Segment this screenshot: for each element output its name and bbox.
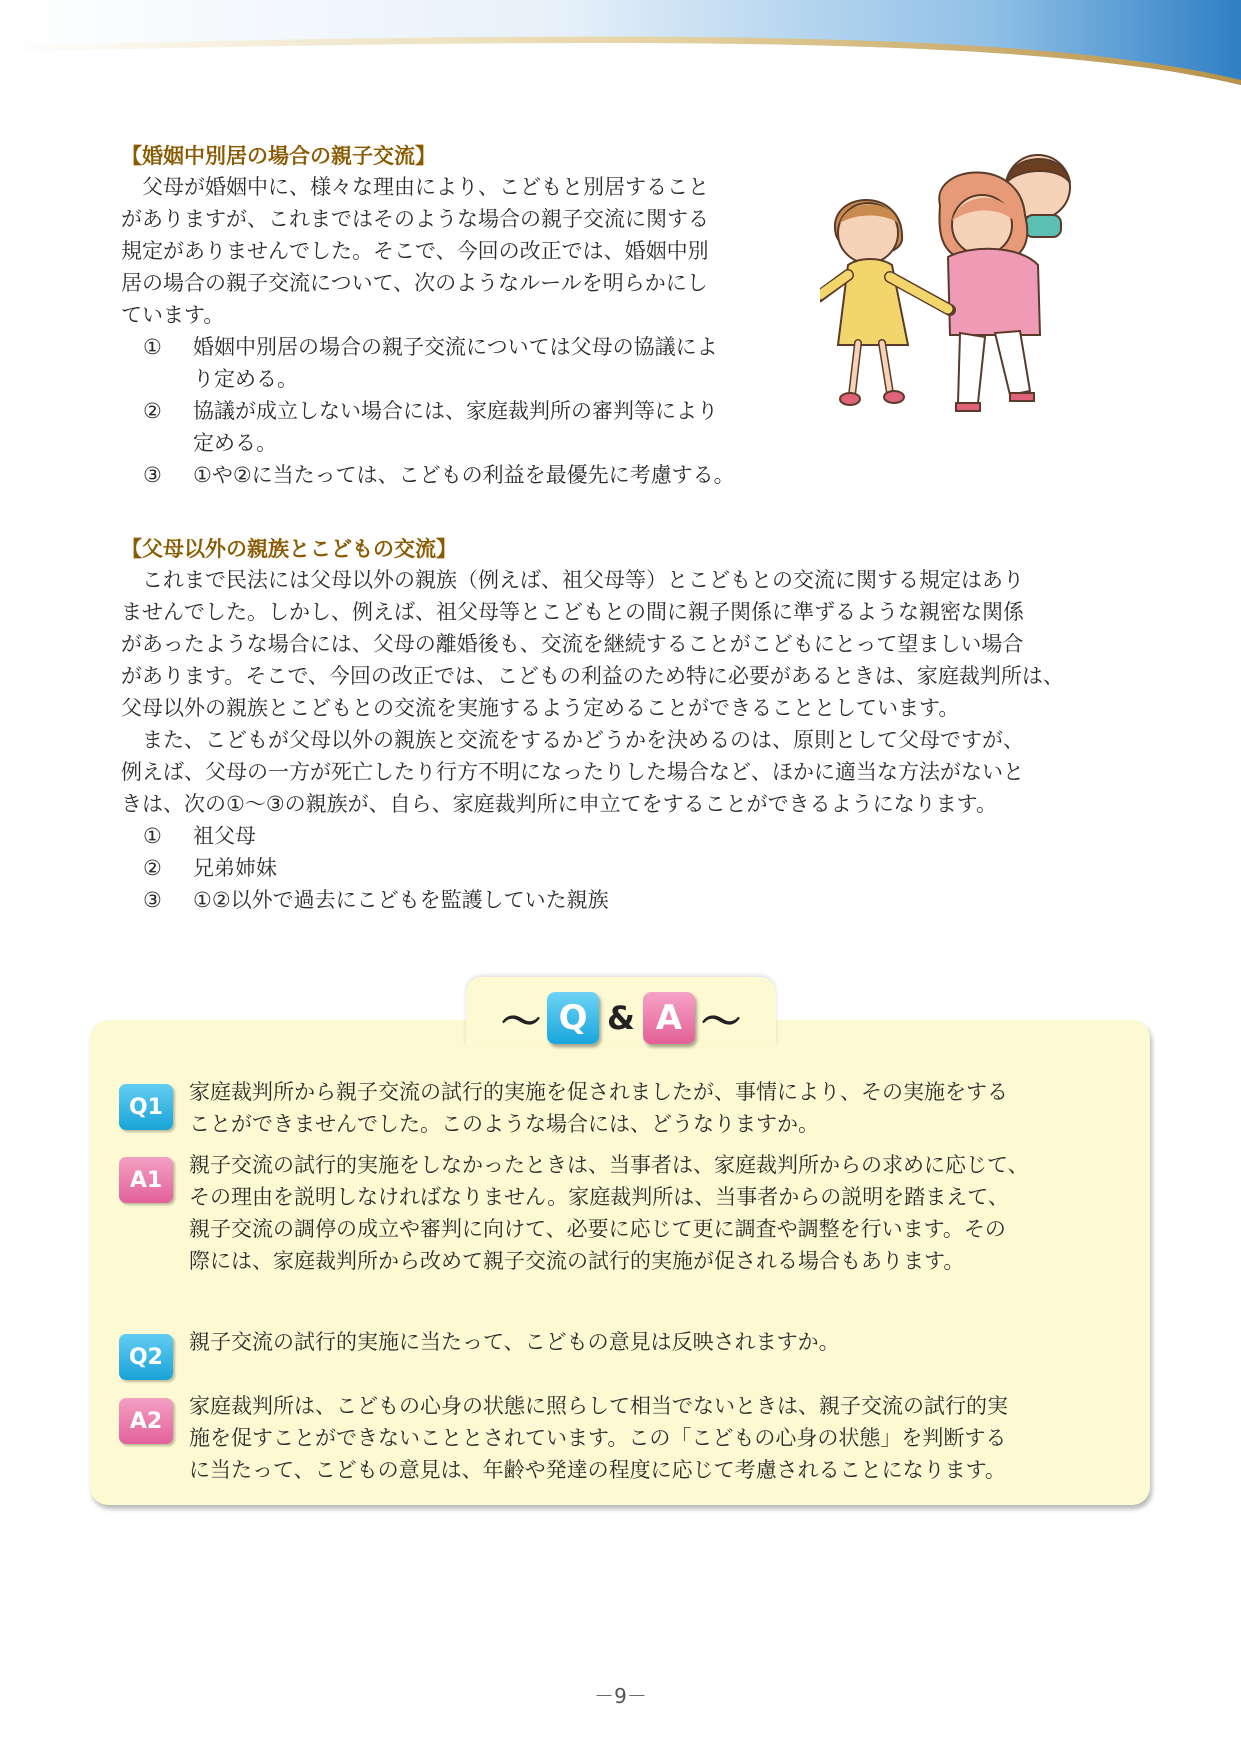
page-number: －9－ — [594, 1684, 647, 1708]
section-title: 【父母以外の親族とこどもの交流】 — [121, 537, 457, 561]
list-text: 婚姻中別居の場合の親子交流については父母の協議によ り定める。 — [193, 335, 718, 391]
tilde-right: ～ — [700, 998, 741, 1045]
list-text: 協議が成立しない場合には、家庭裁判所の審判等により 定める。 — [193, 399, 718, 455]
list-number: ① — [143, 824, 162, 848]
section-relatives-exchange — [121, 534, 1161, 916]
list-text: 兄弟姉妹 — [193, 856, 277, 880]
answer-text: 親子交流の試行的実施をしなかったときは、当事者は、家庭裁判所からの求めに応じて、 その理由を説明しなければなりません。家庭裁判所は、当事者からの説明を踏まえて、 親子交流の調停の成立や審判に向けて、必要に応じて更に調査や調整を行います。その 際には、家庭裁判所から改めて親子交流の試行的実施が促される場合もあります。 — [189, 1153, 1029, 1273]
relative-list — [121, 820, 1161, 916]
q-key-icon: Q — [547, 992, 599, 1044]
section-separated-during-marriage — [121, 141, 811, 491]
list-item — [121, 884, 1161, 916]
list-text: 祖父母 — [193, 824, 256, 848]
section-paragraph: また、こどもが父母以外の親族と交流をするかどうかを決めるのは、原則として父母ですが、 例えば、父母の一方が死亡したり行方不明になったりした場合など、ほかに適当な方法がないと きは、次の①～③の親族が、自ら、家庭裁判所に申立てをすることができるようになります。 — [121, 728, 1024, 816]
list-text: ①②以外で過去にこどもを監護していた親族 — [193, 888, 609, 912]
section-paragraph: これまで民法には父母以外の親族（例えば、祖父母等）とこどもとの交流に関する規定はあり ませんでした。しかし、例えば、祖父母等とこどもとの間に親子関係に準ずるような親密な関係 があったような場合には、父母の離婚後も、交流を継続することがこどもにとって望ましい場合 があります。そこで、今回の改正では、こどもの利益のため特に必要があるときは、家庭裁判所は、 父母以外の親族とこどもとの交流を実施するよう定めることができることとしています。 — [121, 568, 1064, 720]
list-number: ③ — [143, 463, 162, 487]
qa-answer-2 — [119, 1390, 1119, 1486]
list-item — [121, 459, 811, 491]
list-item — [121, 331, 811, 395]
answer-badge: A2 — [119, 1398, 173, 1444]
qa-heading — [466, 990, 776, 1046]
list-item — [121, 820, 1161, 852]
qa-answer-1 — [119, 1149, 1119, 1277]
answer-text: 家庭裁判所は、こどもの心身の状態に照らして相当でないときは、親子交流の試行的実 施を促すことができないこととされています。この「こどもの心身の状態」を判断する に当たって、こどもの意見は、年齢や発達の程度に応じて考慮されることになります。 — [189, 1394, 1008, 1482]
qa-question-2 — [119, 1326, 1119, 1380]
tilde-left: ～ — [501, 998, 542, 1045]
list-item — [121, 852, 1161, 884]
list-text: ①や②に当たっては、こどもの利益を最優先に考慮する。 — [193, 463, 735, 487]
list-number: ③ — [143, 888, 162, 912]
question-badge: Q1 — [119, 1084, 173, 1130]
rule-list — [121, 331, 811, 491]
qa-question-1 — [119, 1076, 1119, 1140]
ampersand: & — [607, 999, 635, 1037]
list-number: ① — [143, 335, 162, 359]
section-title: 【婚姻中別居の場合の親子交流】 — [121, 144, 436, 168]
question-badge: Q2 — [119, 1334, 173, 1380]
question-text: 親子交流の試行的実施に当たって、こどもの意見は反映されますか。 — [189, 1330, 840, 1354]
list-number: ② — [143, 856, 162, 880]
list-number: ② — [143, 399, 162, 423]
question-text: 家庭裁判所から親子交流の試行的実施を促されましたが、事情により、その実施をする ことができませんでした。このような場合には、どうなりますか。 — [189, 1080, 1008, 1136]
a-key-icon: A — [643, 992, 695, 1044]
section-paragraph: 父母が婚姻中に、様々な理由により、こどもと別居すること がありますが、これまではそのような場合の親子交流に関する 規定がありませんでした。そこで、今回の改正では、婚姻中別 居の場合の親子交流について、次のようなルールを明らかにし ています。 — [121, 175, 709, 327]
list-item — [121, 395, 811, 459]
answer-badge: A1 — [119, 1157, 173, 1203]
header-wave-band — [0, 0, 1241, 100]
family-illustration — [820, 145, 1120, 425]
